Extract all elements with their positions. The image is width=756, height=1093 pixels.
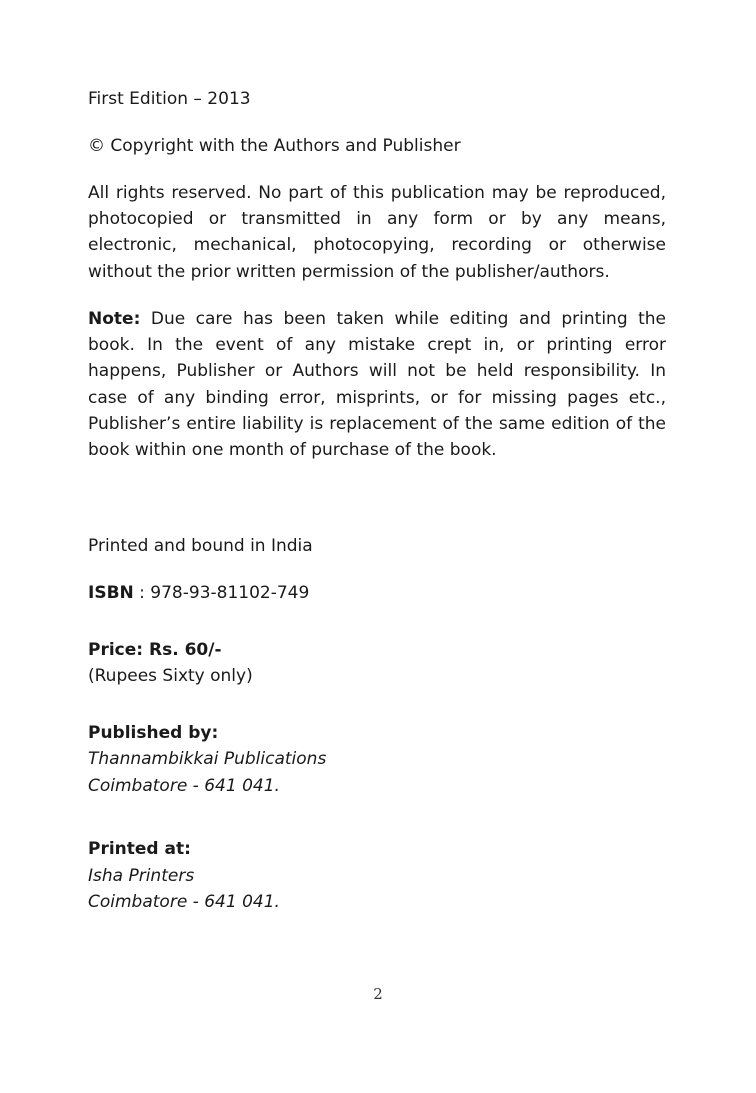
printer-name: Isha Printers <box>88 866 195 886</box>
printed-at-label: Printed at: <box>88 839 191 859</box>
page-number: 2 <box>373 985 383 1003</box>
printer-city: Coimbatore - 641 041. <box>88 892 280 912</box>
isbn-line <box>88 580 309 606</box>
note-paragraph <box>88 306 666 463</box>
price-label: Price: Rs. 60/- <box>88 640 222 660</box>
edition-line: First Edition – 2013 <box>88 89 251 109</box>
printed-in-line: Printed and bound in India <box>88 536 313 556</box>
publisher-city: Coimbatore - 641 041. <box>88 776 280 796</box>
published-by-label: Published by: <box>88 723 219 743</box>
copyright-line: © Copyright with the Authors and Publisher <box>88 136 461 156</box>
rights-reserved-paragraph: All rights reserved. No part of this publication may be reproduced, photocopied or transmitted in any form or by any means, electronic, mechanical, photocopying, recording or otherwise without the prior written permission of the publisher/authors. <box>88 183 666 282</box>
price-words: (Rupees Sixty only) <box>88 666 253 686</box>
note-text: Due care has been taken while editing and printing the book. In the event of any mistake crept in, or printing error happens, Publisher or Authors will not be held responsibility. In case of any binding error, misprints, or for missing pages etc., Publisher’s entire liability is replacement of the same edition of the book within one month of purchase of the book. <box>88 309 666 461</box>
isbn-value: : 978-93-81102-749 <box>133 583 310 603</box>
note-label: Note: <box>88 309 141 329</box>
isbn-label: ISBN <box>88 583 134 603</box>
publisher-name: Thannambikkai Publications <box>88 749 327 769</box>
